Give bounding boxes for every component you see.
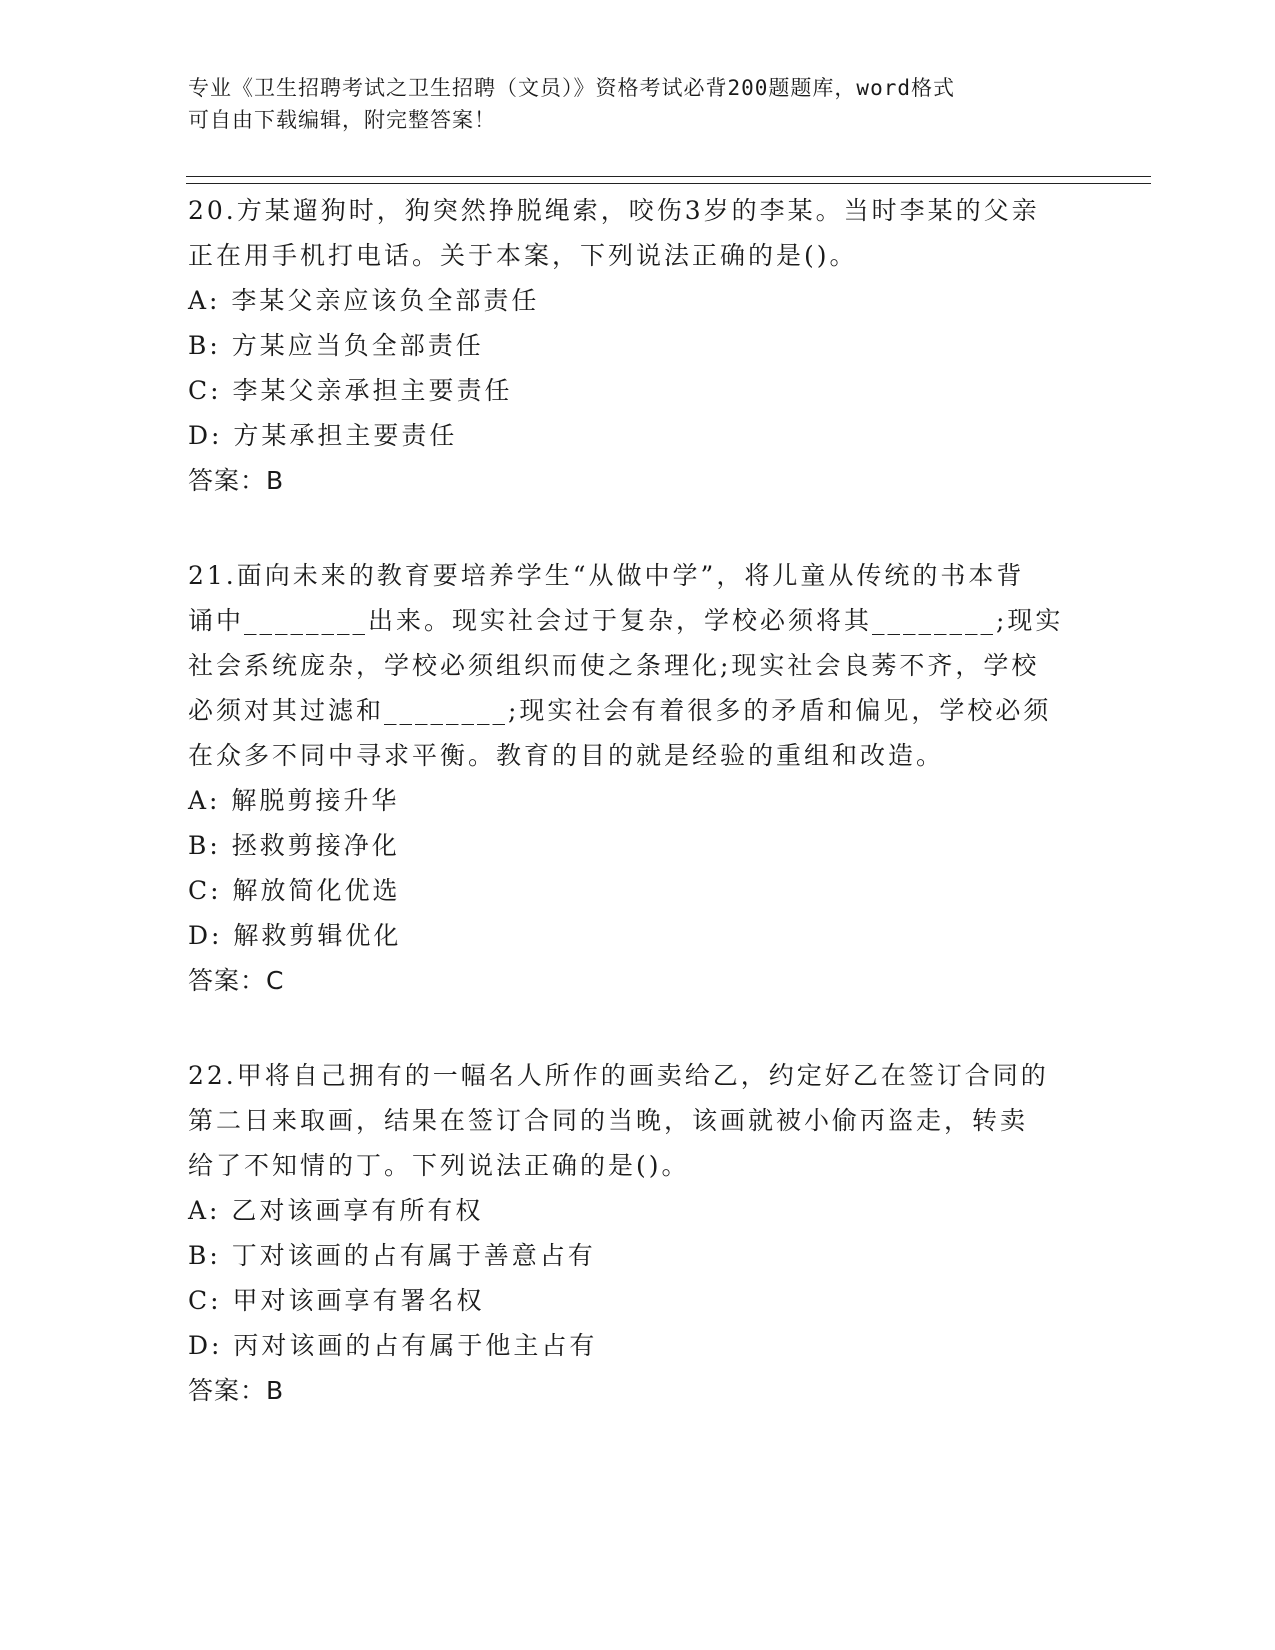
- question-stem-line: 21.面向未来的教育要培养学生“从做中学”，将儿童从传统的书本背: [188, 561, 1025, 590]
- header-line-2: 可自由下载编辑，附完整答案！: [188, 108, 496, 132]
- option-b: B: 拯救剪接净化: [188, 831, 400, 860]
- document-header: [188, 72, 1068, 136]
- answer-line: 答案：B: [188, 466, 285, 495]
- option-a: A: 解脱剪接升华: [188, 786, 400, 815]
- option-c: C: 甲对该画享有署名权: [188, 1286, 485, 1315]
- option-d: D: 解救剪辑优化: [188, 921, 402, 950]
- header-line-1: 专业《卫生招聘考试之卫生招聘（文员）》资格考试必背200题题库，word格式: [188, 76, 955, 100]
- question-21: [188, 553, 1078, 1003]
- answer-line: 答案：C: [188, 966, 285, 995]
- option-c: C: 解放简化优选: [188, 876, 401, 905]
- answer-line: 答案：B: [188, 1376, 285, 1405]
- question-20: [188, 188, 1078, 503]
- question-stem-line: 在众多不同中寻求平衡。教育的目的就是经验的重组和改造。: [188, 741, 945, 770]
- question-stem-line: 正在用手机打电话。关于本案，下列说法正确的是()。: [188, 241, 858, 270]
- option-a: A: 李某父亲应该负全部责任: [188, 286, 540, 315]
- option-b: B: 方某应当负全部责任: [188, 331, 484, 360]
- option-a: A: 乙对该画享有所有权: [188, 1196, 484, 1225]
- question-22: [188, 1053, 1078, 1413]
- header-divider-bottom: [186, 183, 1151, 184]
- question-stem-line: 必须对其过滤和________;现实社会有着很多的矛盾和偏见，学校必须: [188, 696, 1052, 725]
- question-stem-line: 20.方某遛狗时，狗突然挣脱绳索，咬伤3岁的李某。当时李某的父亲: [188, 196, 1040, 225]
- option-d: D: 方某承担主要责任: [188, 421, 458, 450]
- question-stem-line: 给了不知情的丁。下列说法正确的是()。: [188, 1151, 690, 1180]
- option-c: C: 李某父亲承担主要责任: [188, 376, 513, 405]
- option-b: B: 丁对该画的占有属于善意占有: [188, 1241, 596, 1270]
- header-divider-top: [186, 176, 1151, 177]
- question-stem-line: 诵中________出来。现实社会过于复杂，学校必须将其________;现实: [188, 606, 1064, 635]
- question-stem-line: 社会系统庞杂，学校必须组织而使之条理化;现实社会良莠不齐，学校: [188, 651, 1040, 680]
- option-d: D: 丙对该画的占有属于他主占有: [188, 1331, 598, 1360]
- question-stem-line: 第二日来取画，结果在签订合同的当晚，该画就被小偷丙盗走，转卖: [188, 1106, 1029, 1135]
- question-stem-line: 22.甲将自己拥有的一幅名人所作的画卖给乙，约定好乙在签订合同的: [188, 1061, 1049, 1090]
